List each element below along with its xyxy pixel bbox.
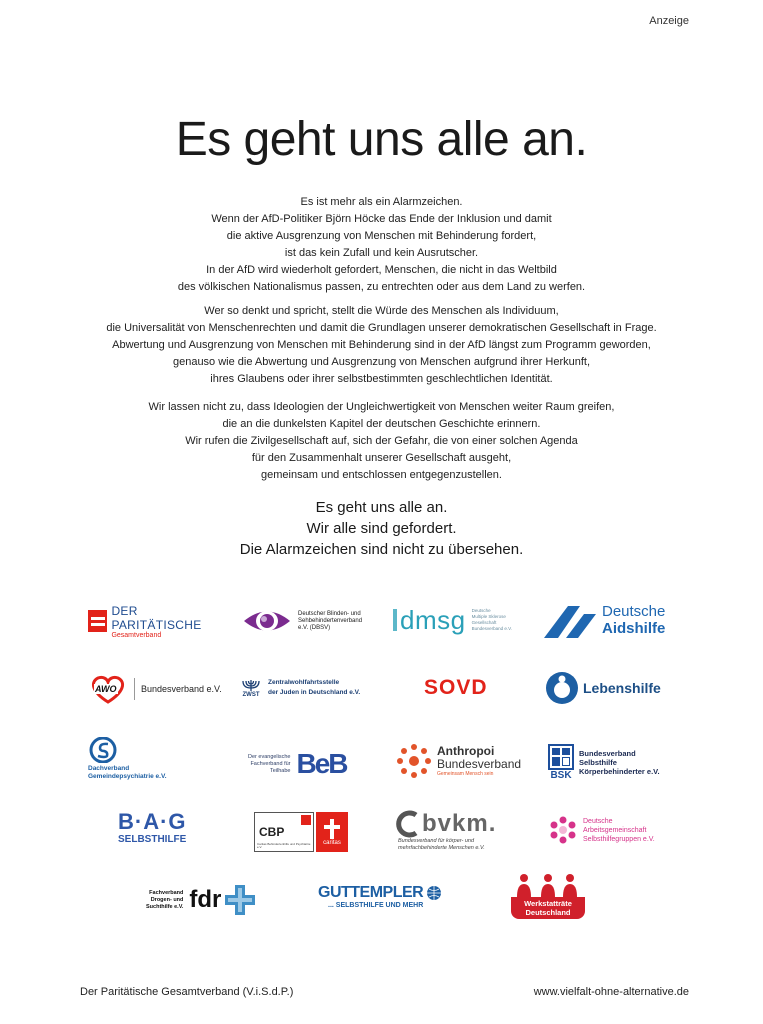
lebenshilfe-name: Lebenshilfe [583, 680, 661, 696]
awo-name: Bundesverband e.V. [141, 684, 222, 694]
aidshilfe-line: Deutsche [602, 603, 666, 620]
text-line: für den Zusammenhalt unserer Gesellschaft ausgeht, [251, 452, 512, 464]
dag-shg-mark [548, 815, 578, 845]
text-line: die Universalität von Menschenrechten und damit die Grundlagen unserer demokratischen Gesellschaft in Frage. [106, 322, 657, 334]
dag-shg-line: Arbeitsgemeinschaft [583, 826, 647, 834]
bvkm-name: bvkm. [422, 810, 497, 837]
awo-mark: AWO [95, 684, 117, 694]
logo-dag-shg [548, 812, 688, 848]
werkstattraete-line: Werkstatträte [524, 899, 572, 908]
fdr-mark: fdr [189, 886, 222, 913]
paragraph-3 [0, 399, 763, 484]
logo-paritaetische [88, 603, 228, 639]
guttempler-globe-icon [426, 885, 442, 901]
text-line: des völkischen Nationalismus passen, zu entrechten oder aus dem Land zu werfen. [177, 281, 586, 293]
logo-dbsv [242, 603, 382, 639]
guttempler-sub: ... SELBSTHILFE UND MEHR [328, 902, 424, 909]
anthropoi-sub: Bundesverband [437, 757, 522, 771]
text-line: Wir rufen die Zivilgesellschaft auf, sich der Gefahr, die von einer solchen Agenda [185, 435, 578, 447]
logo-bag-selbsthilfe [118, 810, 208, 858]
logo-awo [88, 672, 233, 706]
ad-label: Anzeige [649, 15, 689, 27]
text-line: Es ist mehr als ein Alarmzeichen. [300, 196, 463, 208]
paragraph-2 [0, 303, 763, 388]
gemeindepsychiatrie-line: Gemeindepsychiatrie e.V. [88, 773, 167, 780]
footer-publisher: Der Paritätische Gesamtverband (V.i.S.d.P.) [80, 986, 294, 998]
bsk-line: Körperbehinderter e.V. [579, 766, 660, 776]
logo-beb [248, 745, 373, 783]
footer-url[interactable]: www.vielfalt-ohne-alternative.de [533, 986, 689, 998]
dmsg-sub-line: Bundesverband e.V. [471, 626, 512, 631]
anthropoi-tagline: Gemeinsam Mensch sein [437, 771, 494, 777]
gemeindepsychiatrie-mark [88, 737, 118, 763]
logo-lebenshilfe [545, 670, 685, 706]
text-line: Wenn der AfD-Politiker Björn Höcke das Ende der Inklusion und damit [211, 213, 552, 225]
logo-cbp-caritas [254, 810, 354, 854]
text-line: gemeinsam und entschlossen entgegenzustellen. [261, 469, 502, 481]
text-line: Wer so denkt und spricht, stellt die Würde des Menschen als Individuum, [204, 305, 559, 317]
werkstattraete-line: Deutschland [525, 908, 571, 917]
bag-sub: SELBSTHILFE [118, 834, 187, 845]
zwst-line: Zentralwohlfahrtsstelle [268, 679, 340, 686]
cbp-mark: CBP [259, 825, 285, 839]
logo-guttempler [318, 884, 458, 920]
zwst-line: der Juden in Deutschland e.V. [268, 689, 361, 696]
text-line: die an die dunkelsten Kapitel der deutschen Geschichte erinnern. [222, 418, 541, 430]
closing-line: Es geht uns alle an. [315, 499, 448, 516]
fdr-line: Drogen- und [150, 896, 184, 903]
logo-sovd [424, 675, 504, 701]
fdr-line: Fachverband [149, 889, 184, 896]
bsk-line: Bundesverband [579, 748, 636, 758]
paragraph-1 [0, 194, 763, 296]
logo-werkstattraete [508, 873, 588, 927]
paritaetische-sub: Gesamtverband [111, 631, 162, 639]
bsk-icon [548, 744, 574, 770]
fdr-cross-icon [223, 883, 257, 917]
fdr-line: Suchthilfe e.V. [146, 903, 184, 910]
paritaetische-mark [88, 610, 107, 632]
werkstattraete-mark [510, 873, 586, 897]
dmsg-sub-line: Gesellschaft [471, 620, 497, 625]
beb-mark: BeB [296, 748, 347, 779]
caritas-cross-icon [323, 818, 341, 840]
bag-mark: B·A·G [118, 809, 187, 834]
eye-icon [242, 606, 292, 636]
aidshilfe-line: Aidshilfe [602, 620, 666, 637]
paritaetische-name: DER PARITÄTISCHE [111, 603, 202, 632]
bsk-line: Selbsthilfe [579, 757, 617, 767]
logo-anthropoi [396, 740, 536, 782]
anthropoi-mark [396, 743, 432, 779]
dag-shg-line: Deutsche [583, 817, 613, 825]
dmsg-sub-line: Deutsche [471, 608, 491, 613]
dbsv-line: Sehbehindertenverband [298, 617, 363, 624]
beb-line: Fachverband für [250, 760, 291, 767]
closing-line: Die Alarmzeichen sind nicht zu übersehen. [239, 541, 524, 558]
zwst-mark: ZWST [242, 692, 260, 698]
dbsv-line: e.V. (DBSV) [298, 624, 331, 631]
dbsv-line: Deutscher Blinden- und [298, 610, 361, 617]
anthropoi-name: Anthropoi [437, 744, 495, 758]
lebenshilfe-mark [545, 671, 579, 705]
closing-line: Wir alle sind gefordert. [306, 520, 457, 537]
text-line: ist das kein Zufall und kein Ausrutscher. [284, 247, 479, 259]
page-title: Es geht uns alle an. [175, 113, 588, 166]
sovd-name: SOVD [424, 676, 488, 699]
logo-gemeindepsychiatrie [88, 737, 238, 783]
beb-line: Teilhabe [270, 767, 291, 774]
dmsg-name: dmsg [400, 604, 466, 635]
logo-dmsg [393, 600, 533, 640]
gemeindepsychiatrie-line: Dachverband [88, 765, 130, 772]
text-line: ihres Glaubens oder ihrer selbstbestimmten geschlechtlichen Identität. [210, 373, 553, 385]
logo-bsk [548, 740, 688, 784]
aidshilfe-mark [544, 602, 598, 638]
bvkm-sub-line: mehrfachbehinderte Menschen e.V. [398, 845, 485, 851]
cbp-sub: Caritas Behindertenhilfe und Psychiatrie e.V. [257, 842, 311, 849]
logo-zwst [240, 673, 385, 703]
bsk-mark: BSK [550, 769, 572, 781]
dmsg-sub-line: Multiple Sklerose [471, 614, 506, 619]
logo-bvkm [394, 810, 534, 860]
caritas-name: caritas [323, 840, 341, 846]
text-line: genauso wie die Abwertung und Ausgrenzung von Menschen aufgrund ihrer Herkunft, [172, 356, 591, 368]
dag-shg-line: Selbsthilfegruppen e.V. [583, 835, 655, 843]
text-line: die aktive Ausgrenzung von Menschen mit Behinderung fordert, [226, 230, 537, 242]
logo-fdr [146, 880, 296, 920]
logo-aidshilfe [544, 600, 684, 640]
guttempler-name: GUTTEMPLER [318, 884, 424, 901]
bvkm-sub-line: Bundesverband für körper- und [398, 838, 475, 844]
text-line: Wir lassen nicht zu, dass Ideologien der Ungleichwertigkeit von Menschen weiter Raum greifen, [148, 401, 615, 413]
menorah-icon [240, 678, 262, 692]
bvkm-mark [394, 810, 420, 838]
text-line: Abwertung und Ausgrenzung von Menschen mit Behinderung sind in der AfD längst zum Programm geworden, [112, 339, 651, 351]
text-line: In der AfD wird wiederholt gefordert, Menschen, die nicht in das Weltbild [206, 264, 557, 276]
closing-statement [0, 497, 763, 560]
beb-line: Der evangelische [248, 753, 291, 760]
